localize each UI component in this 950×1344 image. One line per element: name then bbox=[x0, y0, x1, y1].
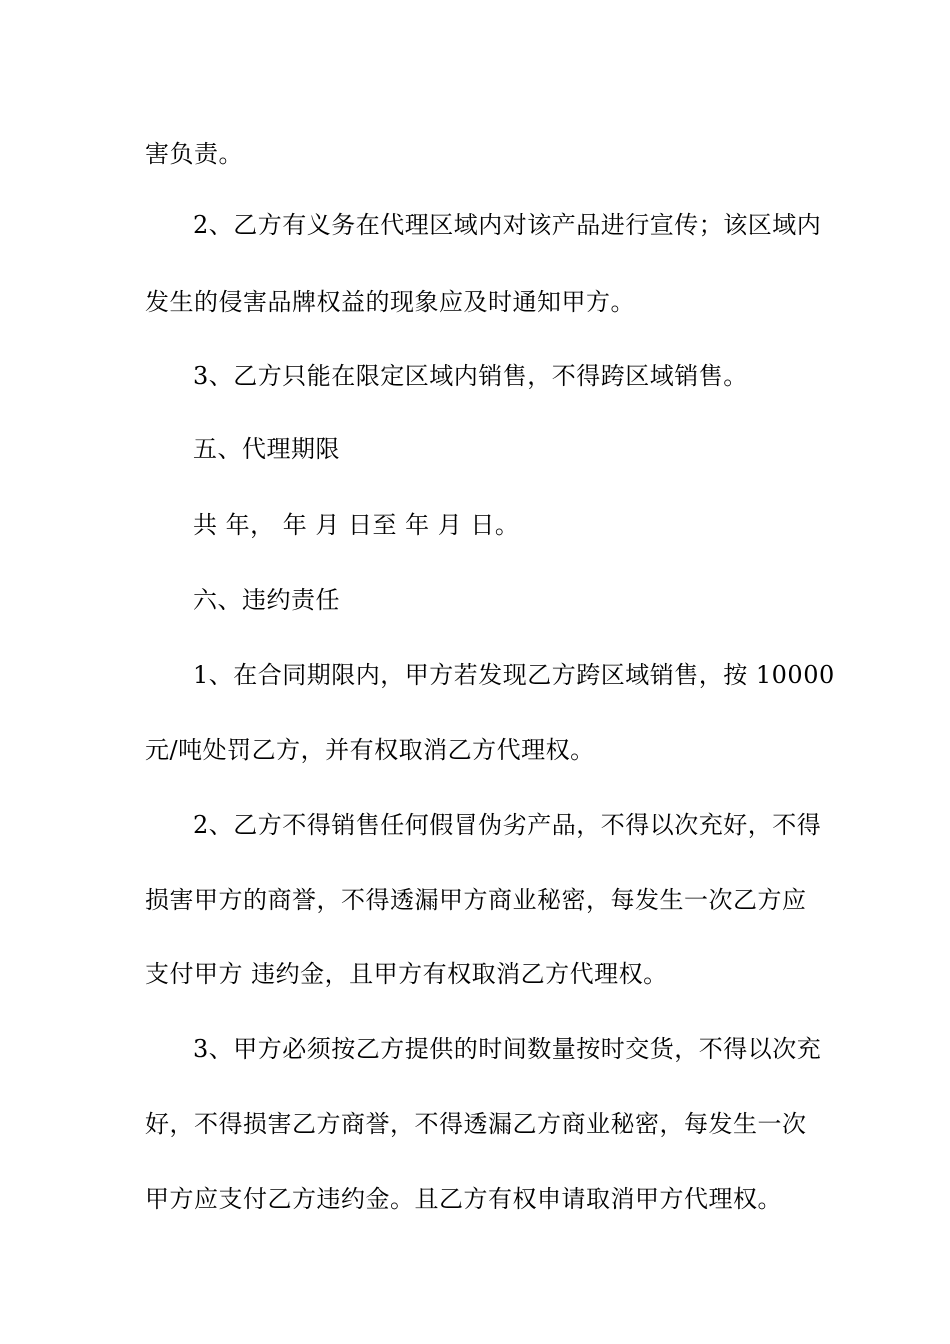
text-line-8: 1、在合同期限内，甲方若发现乙方跨区域销售，按 10000 bbox=[193, 661, 835, 689]
text-line-9: 元/吨处罚乙方，并有权取消乙方代理权。 bbox=[145, 736, 595, 764]
text-line-10: 2、乙方不得销售任何假冒伪劣产品，不得以次充好，不得 bbox=[193, 811, 822, 839]
section-heading-agency-term: 五、代理期限 bbox=[193, 435, 340, 463]
text-line-13: 3、甲方必须按乙方提供的时间数量按时交货，不得以次充 bbox=[193, 1035, 822, 1063]
text-line-3: 发生的侵害品牌权益的现象应及时通知甲方。 bbox=[145, 288, 635, 316]
section-heading-breach-liability: 六、违约责任 bbox=[193, 586, 340, 614]
text-line-11: 损害甲方的商誉，不得透漏甲方商业秘密，每发生一次乙方应 bbox=[145, 886, 807, 914]
text-line-15: 甲方应支付乙方违约金。且乙方有权申请取消甲方代理权。 bbox=[145, 1185, 782, 1213]
text-line-1: 害负责。 bbox=[145, 140, 243, 168]
text-line-14: 好，不得损害乙方商誉，不得透漏乙方商业秘密，每发生一次 bbox=[145, 1110, 807, 1138]
text-line-4: 3、乙方只能在限定区域内销售，不得跨区域销售。 bbox=[193, 362, 748, 390]
text-line-term-dates: 共 年， 年 月 日至 年 月 日。 bbox=[193, 511, 520, 539]
text-line-12: 支付甲方 违约金，且甲方有权取消乙方代理权。 bbox=[145, 960, 668, 988]
text-line-2: 2、乙方有义务在代理区域内对该产品进行宣传；该区域内 bbox=[193, 211, 822, 239]
